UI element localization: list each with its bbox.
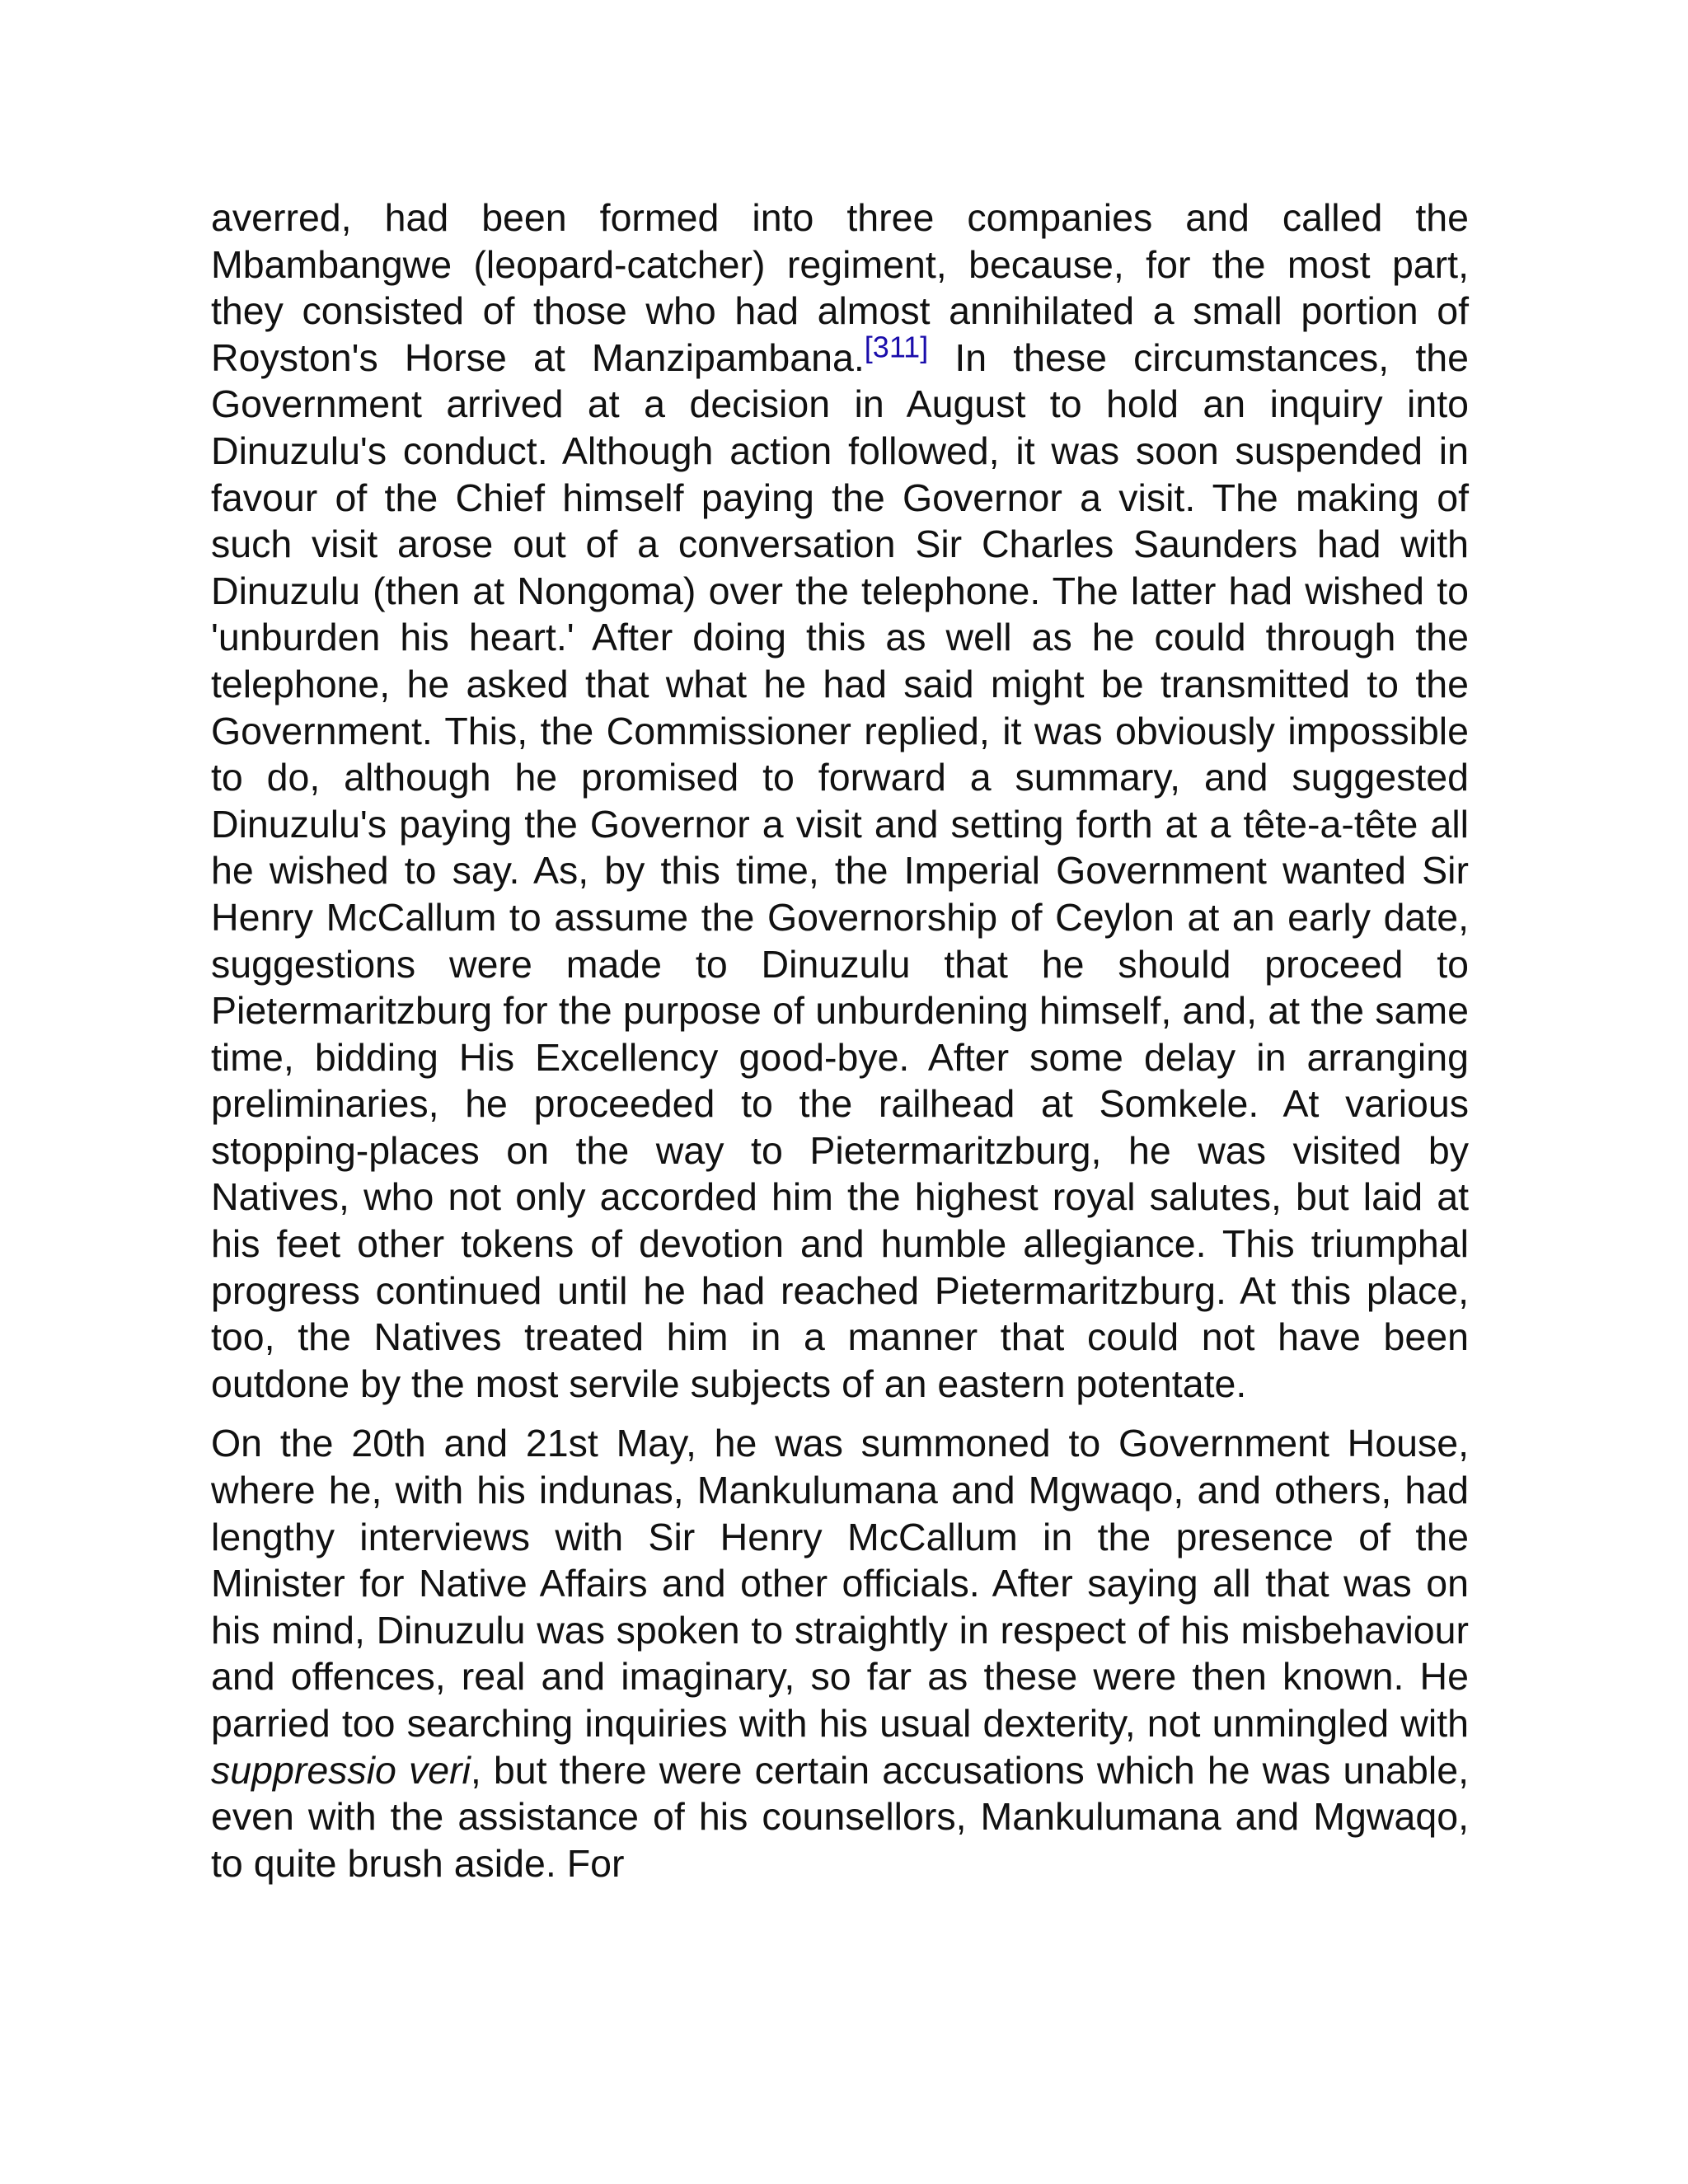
paragraph-2-text-b: , but there were certain accusations which he was unable, even with the assistance of his counsellors, Mankulumana and Mgwaqo, to quite brush aside. For: [211, 1748, 1469, 1885]
paragraph-1-text-b: In these circumstances, the Government arrived at a decision in August to hold an inquiry into Dinuzulu's conduct. Although action followed, it was soon suspended in favour of the Chief himself paying the Governor a visit. The making of such visit arose out of a conversation Sir Charles Saunders had with Dinuzulu (then at Nongoma) over the telephone. The latter had wished to 'unburden his heart.' After doing this as well as he could through the telephone, he asked that what he had said might be transmitted to the Government. This, the Commissioner replied, it was obviously impossible to do, although he promised to forward a summary, and suggested Dinuzulu's paying the Governor a visit and setting forth at a tête-a-tête all he wished to say. As, by this time, the Imperial Government wanted Sir Henry McCallum to assume the Governorship of Ceylon at an early date, suggestions were made to Dinuzulu that he should proceed to Pietermaritzburg for the purpose of unburdening himself, and, at the same time, bidding His Excellency good-bye. After some delay in arranging preliminaries, he proceeded to the railhead at Somkele. At various stopping-places on the way to Pietermaritzburg, he was visited by Natives, who not only accorded him the highest royal salutes, but laid at his feet other tokens of devotion and humble allegiance. This triumphal progress continued until he had reached Pietermaritzburg. At this place, too, the Natives treated him in a manner that could not have been outdone by the most servile subjects of an eastern potentate.: [211, 335, 1469, 1405]
paragraph-1: [211, 194, 1469, 1407]
italic-phrase: suppressio veri: [211, 1748, 471, 1792]
document-page: [211, 194, 1469, 1900]
footnote-link-311[interactable]: [311]: [864, 330, 929, 364]
paragraph-2-text-a: On the 20th and 21st May, he was summoned to Government House, where he, with his indunas, Mankulumana and Mgwaqo, and others, had lengthy interviews with Sir Henry McCallum in the presence of the Minister for Native Affairs and other officials. After saying all that was on his mind, Dinuzulu was spoken to straightly in respect of his misbehaviour and offences, real and imaginary, so far as these were then known. He parried too searching inquiries with his usual dexterity, not unmingled with: [211, 1422, 1469, 1745]
paragraph-2: [211, 1420, 1469, 1886]
paragraph-1-text-a: averred, had been formed into three companies and called the Mbambangwe (leopard-catcher) regiment, because, for the most part, they consisted of those who had almost annihilated a small portion of Royston's Horse at Manzipambana.: [211, 196, 1469, 379]
